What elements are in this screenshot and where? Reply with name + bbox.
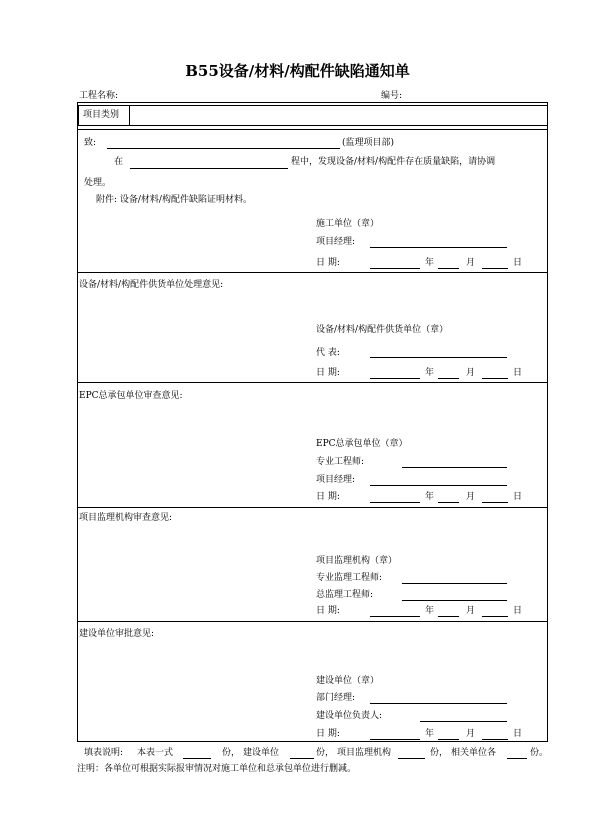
- number-label: 编号:: [381, 91, 403, 101]
- divider: [77, 129, 548, 130]
- owner-seal-label: 建设单位（章）: [316, 676, 380, 686]
- day-field[interactable]: [482, 616, 508, 617]
- date-label: 日 期:: [316, 606, 340, 616]
- year-field[interactable]: [370, 268, 420, 269]
- month-unit: 月: [466, 368, 476, 378]
- supervision-part-label: 项目监理机构: [337, 748, 392, 758]
- year-unit: 年: [425, 729, 435, 739]
- related-copies-field[interactable]: [507, 758, 527, 759]
- dept-manager-label: 部门经理:: [316, 693, 356, 703]
- owner-copies-unit: 份，: [316, 748, 335, 758]
- year-unit: 年: [425, 258, 435, 268]
- pm-label: 项目经理:: [316, 237, 356, 247]
- divider: [77, 382, 548, 383]
- supervision-dept-label: (监理项目部): [342, 138, 395, 148]
- related-part-label: 相关单位各: [451, 748, 497, 758]
- supervision-copies-field[interactable]: [398, 758, 425, 759]
- owner-head-signature-field[interactable]: [420, 721, 507, 722]
- pm-label: 项目经理:: [316, 475, 356, 485]
- day-unit: 日: [513, 258, 523, 268]
- chief-signature-field[interactable]: [402, 600, 507, 601]
- contractor-seal-label: 施工单位（章）: [316, 219, 380, 229]
- divider: [77, 621, 548, 622]
- year-unit: 年: [425, 492, 435, 502]
- divider: [77, 272, 548, 273]
- supervision-heading: 项目监理机构审查意见:: [79, 513, 173, 523]
- notice-body-text: 程中，发现设备/材料/构配件存在质量缺陷，请协调: [291, 157, 496, 167]
- owner-copies-field[interactable]: [290, 758, 314, 759]
- supplier-seal-label: 设备/材料/构配件供货单位（章）: [316, 325, 449, 335]
- month-field[interactable]: [438, 616, 459, 617]
- epc-heading: EPC总承包单位审查意见:: [79, 391, 183, 401]
- year-field[interactable]: [370, 616, 420, 617]
- epc-seal-label: EPC总承包单位（章）: [316, 439, 408, 449]
- month-field[interactable]: [438, 378, 459, 379]
- date-label: 日 期:: [316, 492, 340, 502]
- category-label: 项目类别: [83, 110, 120, 120]
- date-label: 日 期:: [316, 368, 340, 378]
- year-unit: 年: [425, 606, 435, 616]
- owner-part-label: 建设单位: [243, 748, 280, 758]
- rep-signature-field[interactable]: [370, 357, 507, 358]
- year-field[interactable]: [370, 739, 420, 740]
- page-title: B55设备/材料/构配件缺陷通知单: [185, 62, 410, 80]
- engineer-signature-field[interactable]: [402, 583, 507, 584]
- in-label: 在: [114, 157, 124, 167]
- dept-manager-signature-field[interactable]: [370, 703, 507, 704]
- supplier-heading: 设备/材料/构配件供货单位处理意见:: [79, 280, 224, 290]
- day-unit: 日: [513, 368, 523, 378]
- end-unit: 份。: [530, 748, 549, 758]
- supervision-seal-label: 项目监理机构（章）: [316, 556, 398, 566]
- owner-head-label: 建设单位负责人:: [316, 711, 383, 721]
- divider: [77, 507, 548, 508]
- day-field[interactable]: [482, 378, 508, 379]
- recipient-field[interactable]: [107, 148, 340, 149]
- month-field[interactable]: [438, 268, 459, 269]
- footer-note: 注明：各单位可根据实际报审情况对施工单位和总承包单位进行删减。: [77, 764, 357, 774]
- rep-label: 代 表:: [316, 348, 340, 358]
- copies-field[interactable]: [183, 758, 211, 759]
- owner-heading: 建设单位审批意见:: [79, 629, 155, 639]
- supervision-copies-unit: 份，: [430, 748, 449, 758]
- year-unit: 年: [425, 368, 435, 378]
- month-unit: 月: [466, 492, 476, 502]
- month-unit: 月: [466, 258, 476, 268]
- engineer-signature-field[interactable]: [402, 467, 507, 468]
- day-unit: 日: [513, 492, 523, 502]
- day-unit: 日: [513, 606, 523, 616]
- pm-signature-field[interactable]: [370, 247, 507, 248]
- day-field[interactable]: [482, 268, 508, 269]
- chief-label: 总监理工程师:: [316, 590, 374, 600]
- month-field[interactable]: [438, 739, 459, 740]
- month-field[interactable]: [438, 502, 459, 503]
- engineer-label: 专业监理工程师:: [316, 573, 383, 583]
- to-label: 致:: [84, 138, 97, 148]
- copies-prefix: 本表一式: [137, 748, 174, 758]
- pm-signature-field[interactable]: [370, 485, 507, 486]
- attachment-text: 附件: 设备/材料/构配件缺陷证明材料。: [96, 195, 252, 205]
- month-unit: 月: [466, 606, 476, 616]
- day-field[interactable]: [482, 739, 508, 740]
- day-field[interactable]: [482, 502, 508, 503]
- project-name-label: 工程名称:: [79, 91, 119, 101]
- year-field[interactable]: [370, 502, 420, 503]
- year-field[interactable]: [370, 378, 420, 379]
- month-unit: 月: [466, 729, 476, 739]
- engineer-label: 专业工程师:: [316, 457, 365, 467]
- process-field[interactable]: [130, 168, 288, 169]
- date-label: 日 期:: [316, 258, 340, 268]
- date-label: 日 期:: [316, 729, 340, 739]
- fill-instructions-label: 填表说明:: [84, 748, 124, 758]
- day-unit: 日: [513, 729, 523, 739]
- copies-unit: 份，: [222, 748, 241, 758]
- category-value-cell[interactable]: [129, 105, 548, 126]
- handle-text: 处理。: [84, 178, 112, 188]
